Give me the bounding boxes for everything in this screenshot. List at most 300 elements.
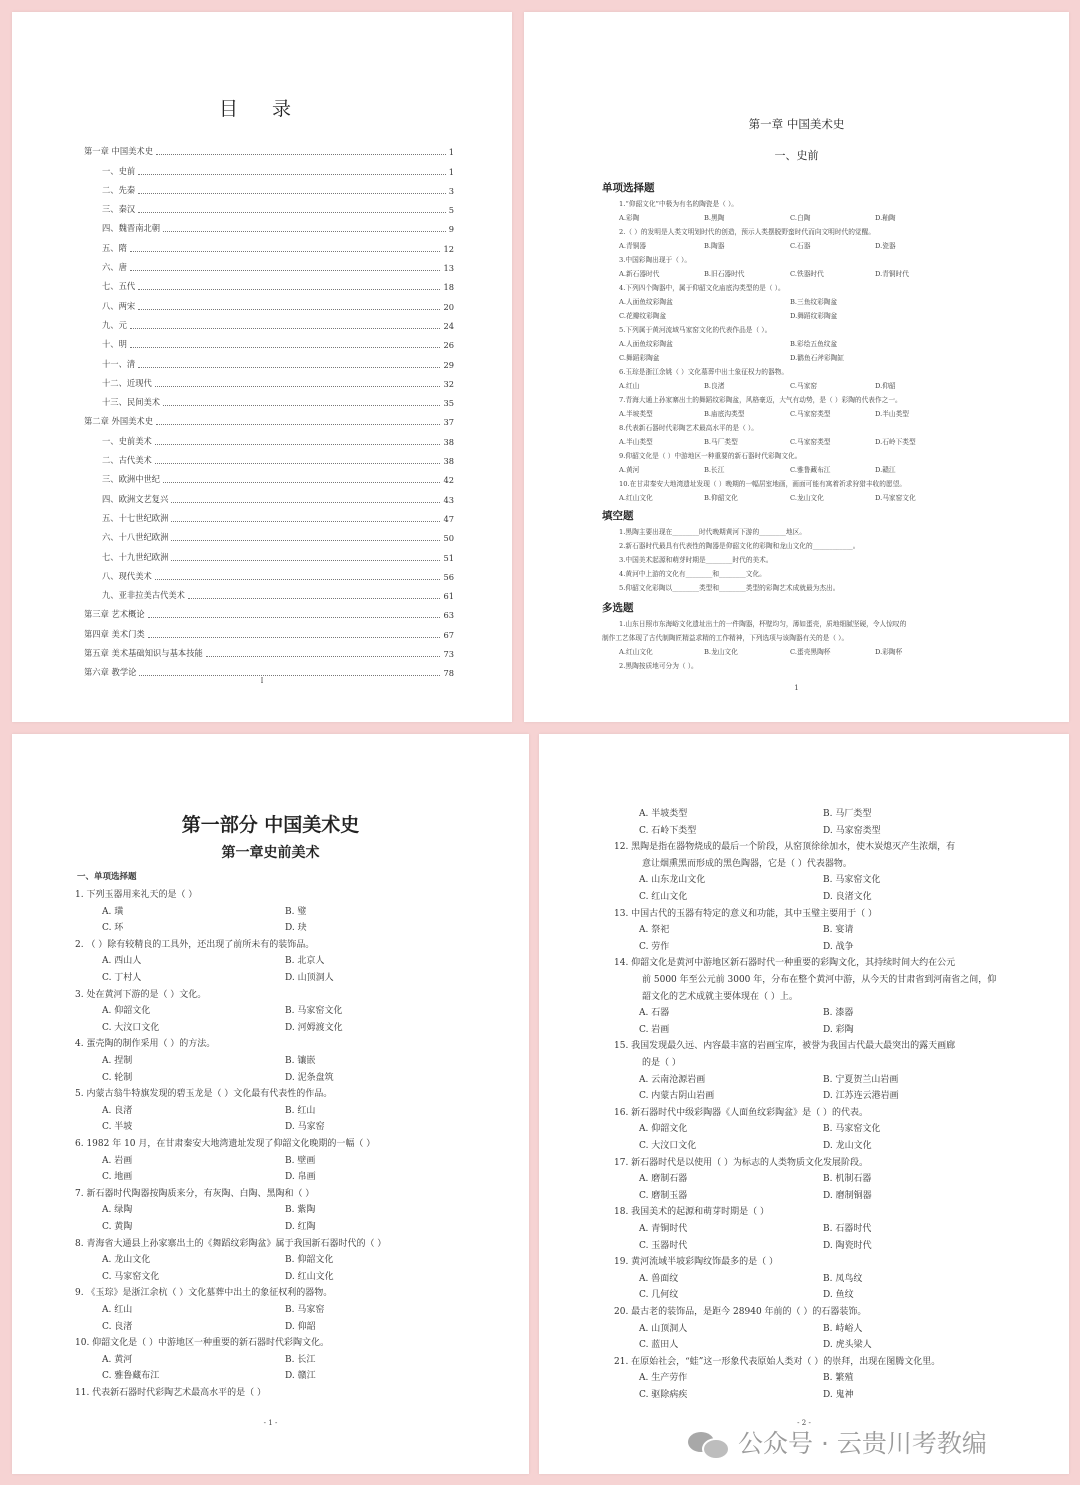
toc-leader-dots (155, 463, 441, 464)
question-text: 18. 我国美术的起源和萌芽时期是（ ） (614, 1207, 770, 1218)
toc-leader-dots (138, 289, 440, 290)
answer-option[interactable]: B. 漆器 (823, 1008, 854, 1019)
toc-entry-label: 八、两宋 (102, 300, 136, 311)
answer-option[interactable]: D. 鱼纹 (823, 1290, 854, 1301)
answer-option[interactable]: B.旧石器时代 (704, 270, 745, 278)
answer-option[interactable]: D. 马家窑类型 (823, 825, 881, 836)
answer-option[interactable]: D. 良渚文化 (823, 892, 872, 902)
toc-entry-page: 24 (443, 320, 454, 331)
toc-leader-dots (130, 251, 441, 252)
toc-leader-dots (138, 212, 446, 213)
toc-entry[interactable] (84, 582, 454, 601)
answer-option[interactable]: C.舞蹈彩陶盆 (619, 354, 660, 362)
answer-option[interactable]: C.花瓣纹彩陶盆 (619, 312, 667, 320)
chapter-title: 第一章 中国美术史 (748, 117, 845, 131)
answer-option[interactable]: C.铁器时代 (790, 270, 824, 278)
question-text: 8.代表新石器时代彩陶艺术最高水平的是（ ）。 (619, 424, 758, 432)
toc-entry-label: 第六章 教学论 (84, 667, 137, 678)
toc-leader-dots (138, 367, 440, 368)
answer-option[interactable]: D. 磨制铜器 (823, 1190, 872, 1201)
answer-option[interactable]: C. 丁村人 (102, 973, 142, 983)
answer-option[interactable]: B. 马厂类型 (823, 809, 872, 819)
answer-option[interactable]: B. 北京人 (285, 956, 325, 967)
question-text: 2.黑陶按质地可分为（ ）。 (619, 662, 698, 670)
toc-entry[interactable] (84, 505, 454, 524)
answer-option[interactable]: D.赣江 (875, 466, 896, 474)
answer-option[interactable]: B. 长江 (285, 1354, 316, 1365)
answer-option[interactable]: D.彩陶杯 (875, 648, 903, 656)
question-text: 5.下列属于黄河流域马家窑文化的代表作品是（ ）。 (619, 326, 772, 334)
question-text: 制作工艺体现了古代制陶匠精益求精的工作精神，下列选项与该陶器有关的是（ ）。 (602, 634, 849, 642)
toc-entry[interactable] (84, 196, 454, 215)
toc-entry-label: 第二章 外国美术史 (84, 416, 154, 427)
toc-entry-page: 42 (443, 475, 454, 486)
toc-entry[interactable] (84, 389, 454, 408)
toc-entry[interactable] (84, 563, 454, 582)
answer-option[interactable]: C. 岩画 (639, 1024, 670, 1035)
answer-option[interactable]: B. 镶嵌 (285, 1056, 316, 1066)
answer-option[interactable]: C.马家窑 (790, 382, 818, 390)
page-two (539, 734, 1069, 1474)
question-text: 11. 代表新石器时代彩陶艺术最高水平的是（ ） (75, 1388, 267, 1398)
question-text: 13. 中国古代的玉器有特定的意义和功能，其中玉璧主要用于（ ） (614, 908, 878, 919)
toc-entry[interactable] (84, 350, 454, 369)
answer-option[interactable]: D.青铜时代 (875, 270, 909, 278)
answer-option[interactable]: D. 战争 (823, 941, 854, 952)
question-text: 前 5000 年至公元前 3000 年，分布在整个黄河中游，从今天的甘肃省到河南省之间，仰 (642, 975, 997, 985)
page3-number: - 1 - (263, 1419, 278, 1427)
answer-option[interactable]: D. 红陶 (285, 1222, 316, 1232)
toc-entry-page: 32 (443, 378, 454, 389)
toc-entry-page: 3 (448, 185, 454, 196)
answer-option[interactable]: D. 龙山文化 (823, 1141, 872, 1151)
fill-in-question: 1.黑陶主要出现在________时代晚期黄河下游的________地区。 (619, 528, 806, 536)
answer-option[interactable]: D. 河姆渡文化 (285, 1022, 343, 1033)
toc-leader-dots (188, 598, 440, 599)
toc-entry-page: 5 (448, 205, 454, 216)
answer-option[interactable]: A. 红山 (102, 1305, 133, 1315)
answer-option[interactable]: C. 石岭下类型 (639, 825, 697, 836)
answer-option[interactable]: A.半坡类型 (619, 410, 653, 418)
answer-option[interactable]: D. 彩陶 (823, 1024, 854, 1035)
answer-option[interactable]: C. 地画 (102, 1172, 133, 1183)
answer-option[interactable]: C. 玉器时代 (639, 1240, 688, 1251)
toc-entry-label: 一、史前美术 (102, 435, 152, 446)
toc-entry-label: 七、五代 (102, 281, 136, 292)
question-text: 6. 1982 年 10 月，在甘肃秦安大地湾遗址发现了仰韶文化晚期的一幅（ ） (75, 1139, 376, 1149)
answer-option[interactable]: A.新石器时代 (619, 270, 660, 278)
answer-option[interactable]: D. 泥条盘筑 (285, 1072, 334, 1083)
question-text: 7.青海大通上孙家寨出土的舞蹈纹彩陶盆，风格豪迈，大气有动势，是（ ）彩陶的代表作之一。 (619, 396, 902, 404)
answer-option[interactable]: A. 龙山文化 (102, 1255, 151, 1266)
answer-option[interactable]: B. 机制石器 (823, 1174, 872, 1185)
answer-option[interactable]: C. 大汶口文化 (102, 1022, 160, 1033)
toc-entry[interactable] (84, 273, 454, 292)
answer-option[interactable]: D.仰韶 (875, 382, 896, 390)
answer-option[interactable]: B.仰韶文化 (704, 494, 738, 502)
answer-option[interactable]: C.石器 (790, 242, 811, 250)
toc-entry-label: 二、先秦 (102, 184, 136, 195)
answer-option[interactable]: A.红山文化 (619, 648, 653, 656)
fill-in-question: 3.中国美术起源和萌芽时期是________时代的美术。 (619, 556, 773, 564)
answer-option[interactable]: B. 宁夏贺兰山岩画 (823, 1074, 899, 1085)
toc-leader-dots (130, 328, 441, 329)
toc-entry-page: 50 (443, 533, 454, 544)
toc-entry-label: 七、十九世纪欧洲 (102, 551, 169, 562)
toc-entry-label: 三、秦汉 (102, 204, 136, 215)
answer-option[interactable]: C.马家窑类型 (790, 410, 831, 418)
answer-option[interactable]: B.长江 (704, 466, 725, 474)
toc-entry[interactable] (84, 659, 454, 678)
question-text: 16. 新石器时代中级彩陶器《人面鱼纹彩陶盆》是（ ）的代表。 (614, 1107, 869, 1118)
toc-entry[interactable] (84, 370, 454, 389)
answer-option[interactable]: C. 大汶口文化 (639, 1141, 697, 1151)
answer-option[interactable]: C. 半坡 (102, 1122, 133, 1133)
toc-leader-dots (148, 637, 441, 638)
answer-option[interactable]: A.人面鱼纹彩陶盆 (619, 298, 673, 306)
answer-option[interactable]: B. 石器时代 (823, 1224, 872, 1234)
answer-option[interactable]: B. 壁画 (285, 1155, 316, 1166)
toc-entry[interactable] (84, 138, 454, 157)
answer-option[interactable]: D. 陶瓷时代 (823, 1240, 872, 1251)
toc-entry-page: 9 (448, 224, 454, 235)
answer-option[interactable]: A. 祭祀 (639, 925, 670, 936)
answer-option[interactable]: B. 红山 (285, 1105, 316, 1116)
toc-entry-label: 第五章 美术基础知识与基本技能 (84, 648, 203, 659)
answer-option[interactable]: A.彩陶 (619, 214, 640, 222)
toc-entry-page: 47 (443, 513, 454, 524)
answer-option[interactable]: D.舞蹈纹彩陶盆 (790, 312, 838, 320)
toc-entry-label: 三、欧洲中世纪 (102, 474, 161, 485)
answer-option[interactable]: C. 良渚 (102, 1321, 133, 1332)
answer-option[interactable]: A. 生产劳作 (639, 1373, 688, 1384)
answer-option[interactable]: D.鹳鱼石斧彩陶缸 (790, 354, 845, 362)
question-text: 8. 青海省大通县上孙家寨出土的《舞蹈纹彩陶盆》属于我国新石器时代的（ ） (75, 1238, 387, 1249)
toc-entry-label: 十二、近现代 (102, 377, 152, 388)
toc-page-number: I (260, 677, 264, 685)
toc-entry[interactable] (84, 640, 454, 659)
answer-option[interactable]: A. 璜 (102, 906, 124, 917)
toc-leader-dots (130, 347, 441, 348)
toc-leader-dots (163, 231, 446, 232)
toc-entry-page: 73 (443, 649, 454, 660)
answer-option[interactable]: D.石岭下类型 (875, 438, 916, 446)
toc-entry[interactable] (84, 254, 454, 273)
question-text: 21. 在原始社会，“蛙”这一形象代表原始人类对（ ）的崇拜，出现在图腾文化里。 (614, 1356, 941, 1367)
toc-entry[interactable] (84, 234, 454, 253)
toc-entry-page: 1 (448, 147, 454, 158)
answer-option[interactable]: A. 云南沧源岩画 (639, 1074, 706, 1085)
answer-option[interactable]: A.红山 (619, 382, 640, 390)
toc-leader-dots (163, 482, 440, 483)
question-text: 3. 处在黄河下游的是（ ）文化。 (75, 989, 207, 1000)
toc-entry[interactable] (84, 157, 454, 176)
toc-entry-label: 五、隋 (102, 242, 127, 253)
fill-in-question: 2.新石器时代最具有代表性的陶器是仰韶文化的彩陶和龙山文化的____________。 (619, 542, 860, 550)
answer-option[interactable]: B.陶器 (704, 242, 725, 250)
toc-entry-label: 九、元 (102, 319, 127, 330)
answer-option[interactable]: D.釉陶 (875, 214, 896, 222)
answer-option[interactable]: C. 驱除病疾 (639, 1390, 688, 1400)
toc-entry-label: 十、明 (102, 339, 127, 350)
question-text: 4.下列四个陶器中，属于仰韶文化庙底沟类型的是（ ）。 (619, 284, 785, 292)
answer-option[interactable]: A.人面鱼纹彩陶盆 (619, 340, 673, 348)
part-one-page (12, 734, 529, 1474)
toc-entry-page: 26 (443, 340, 454, 351)
answer-option[interactable]: A.青铜器 (619, 242, 647, 250)
answer-option[interactable]: D. 玦 (285, 923, 307, 934)
answer-option[interactable]: D. 赣江 (285, 1371, 316, 1382)
toc-entry[interactable] (84, 620, 454, 639)
answer-option[interactable]: D. 马家窑 (285, 1122, 325, 1133)
watermark (688, 1424, 987, 1460)
toc-entry[interactable] (84, 331, 454, 350)
answer-option[interactable]: C. 磨制玉器 (639, 1190, 688, 1201)
toc-list (84, 138, 454, 678)
toc-entry-page: 38 (443, 436, 454, 447)
question-text: 12. 黑陶是指在器物烧成的最后一个阶段，从窑顶徐徐加水，使木炭熄灭产生浓烟，有 (614, 842, 956, 853)
page2-number: 1 (794, 684, 799, 692)
toc-leader-dots (171, 502, 440, 503)
watermark-text: 公众号 · 云贵川考教编 (738, 1429, 987, 1458)
answer-option[interactable]: B. 璧 (285, 906, 307, 917)
toc-leader-dots (138, 174, 446, 175)
toc-entry-page: 56 (443, 571, 454, 582)
answer-option[interactable]: A.黄河 (619, 466, 640, 474)
toc-leader-dots (155, 579, 441, 580)
toc-entry-label: 第三章 艺术概论 (84, 609, 145, 620)
toc-entry-label: 二、古代美术 (102, 455, 152, 466)
question-text: 19. 黄河流域半坡彩陶纹饰最多的是（ ） (614, 1257, 779, 1268)
question-text: 6.玉琮是浙江余姚（ ）文化墓葬中出土象征权力的器物。 (619, 368, 789, 376)
toc-leader-dots (171, 521, 440, 522)
answer-option[interactable]: D. 鬼神 (823, 1390, 854, 1400)
chapter-title-2: 第一章史前美术 (221, 845, 320, 861)
toc-entry-label: 一、史前 (102, 165, 136, 176)
answer-option[interactable]: B.良渚 (704, 382, 725, 390)
answer-option[interactable]: C. 轮制 (102, 1072, 133, 1083)
answer-option[interactable]: C. 环 (102, 923, 124, 934)
answer-option[interactable]: C. 内蒙古阴山岩画 (639, 1091, 715, 1102)
answer-option[interactable]: A. 绿陶 (102, 1205, 133, 1216)
toc-entry-page: 29 (443, 359, 454, 370)
question-text: 10.在甘肃秦安大地湾遗址发现（ ）晚期的一幅居室地画，画面可能有寓着祈求狩猎丰收的愿望。 (619, 480, 906, 488)
question-text: 15. 我国发现最久远、内容最丰富的岩画宝库，被誉为我国古代最大最突出的露天画廊 (614, 1041, 956, 1052)
answer-option[interactable]: A. 磨制石器 (639, 1174, 688, 1185)
toc-leader-dots (171, 560, 440, 561)
answer-option[interactable]: C.马家窑类型 (790, 438, 831, 446)
question-text: 的是（ ） (642, 1058, 681, 1068)
toc-entry-label: 四、欧洲文艺复兴 (102, 493, 169, 504)
toc-entry-page: 63 (443, 610, 454, 621)
answer-option[interactable]: A. 黄河 (102, 1354, 133, 1365)
toc-entry-label: 第四章 美术门类 (84, 628, 145, 639)
answer-option[interactable]: D. 山顶洞人 (285, 973, 334, 983)
toc-entry-page: 61 (443, 591, 454, 602)
toc-leader-dots (130, 270, 441, 271)
toc-entry-label: 九、亚非拉美古代美术 (102, 590, 185, 601)
section-title: 一、史前 (774, 149, 819, 162)
answer-option[interactable]: D.瓷器 (875, 242, 896, 250)
question-text: 14. 仰韶文化是黄河中游地区新石器时代一种重要的彩陶文化，其持续时间大约在公元 (614, 958, 956, 969)
answer-option[interactable]: A. 半坡类型 (639, 809, 688, 819)
question-text: 意让烟熏黑而形成的黑色陶器，它是（ ）代表器物。 (642, 858, 852, 869)
answer-option[interactable]: A. 岩画 (102, 1155, 133, 1166)
toc-entry[interactable] (84, 466, 454, 485)
single-choice-heading: 一、单项选择题 (77, 872, 137, 882)
question-text: 9.仰韶文化是（ ）中游地区一种重要的新石器时代彩陶文化。 (619, 452, 802, 460)
answer-option[interactable]: C.白陶 (790, 214, 811, 222)
toc-entry[interactable] (84, 177, 454, 196)
toc-leader-dots (163, 405, 440, 406)
toc-entry-page: 67 (443, 629, 454, 640)
toc-entry[interactable] (84, 601, 454, 620)
toc-entry[interactable] (84, 427, 454, 446)
answer-option[interactable]: D.半山类型 (875, 410, 909, 418)
answer-option[interactable]: B.龙山文化 (704, 648, 738, 656)
answer-option[interactable]: C.雅鲁藏布江 (790, 466, 831, 474)
toc-entry-page: 78 (443, 668, 454, 679)
toc-entry-page: 38 (443, 456, 454, 467)
fill-in-heading: 填空题 (602, 510, 634, 522)
answer-option[interactable]: A. 兽面纹 (639, 1273, 679, 1284)
answer-option[interactable]: B. 马家窑文化 (823, 1124, 881, 1135)
answer-option[interactable]: B. 马家窑文化 (285, 1006, 343, 1017)
question-text: 1.山东日照市东海峪文化遗址出土的一件陶器，杯壁均匀，薄如蛋壳，质地细腻坚硬，令人惊叹的 (619, 620, 907, 628)
answer-option[interactable]: C. 马家窑文化 (102, 1271, 160, 1282)
question-text: 1. 下列玉器用来礼天的是（ ） (75, 890, 198, 900)
toc-entry[interactable] (84, 408, 454, 427)
answer-option[interactable]: C.龙山文化 (790, 494, 824, 502)
answer-option[interactable]: B. 宴请 (823, 925, 854, 936)
toc-entry-page: 13 (443, 263, 454, 274)
toc-entry-page: 37 (443, 417, 454, 428)
answer-option[interactable]: B. 凤鸟纹 (823, 1273, 863, 1284)
answer-option[interactable]: B. 紫陶 (285, 1205, 316, 1216)
answer-option[interactable]: B. 仰韶文化 (285, 1255, 334, 1266)
toc-leader-dots (206, 656, 441, 657)
answer-option[interactable]: A. 山顶洞人 (639, 1323, 688, 1334)
question-text: 9. 《玉琮》是浙江余杭（ ）文化墓葬中出土的象征权利的器物。 (75, 1288, 333, 1299)
toc-leader-dots (155, 444, 441, 445)
toc-entry-page: 1 (448, 166, 454, 177)
answer-option[interactable]: B.马厂类型 (704, 438, 738, 446)
part-title: 第一部分 中国美术史 (181, 814, 360, 836)
answer-option[interactable]: C.蛋壳黑陶杯 (790, 648, 831, 656)
answer-option[interactable]: A.半山类型 (619, 438, 653, 446)
answer-option[interactable]: D. 江苏连云港岩画 (823, 1091, 899, 1102)
toc-entry[interactable] (84, 524, 454, 543)
toc-leader-dots (156, 154, 446, 155)
answer-option[interactable]: B.三鱼纹彩陶盆 (790, 298, 838, 306)
question-text: 20. 最古老的装饰品，是距今 28940 年前的（ ）的石器装饰。 (614, 1307, 867, 1317)
page4-number: - 2 - (797, 1419, 811, 1427)
question-text: 5. 内蒙古翁牛特旗发现的碧玉龙是（ ）文化最有代表性的作品。 (75, 1089, 333, 1100)
answer-option[interactable]: B. 峙峪人 (823, 1323, 863, 1334)
fill-in-question: 4.黄河中上游的文化有________和________文化。 (619, 570, 766, 578)
answer-option[interactable]: C. 黄陶 (102, 1222, 133, 1232)
question-text: 17. 新石器时代是以使用（ ）为标志的人类物质文化发展阶段。 (614, 1157, 869, 1168)
question-text: 韶文化的艺术成就主要体现在（ ）上。 (642, 991, 798, 1002)
answer-option[interactable]: C. 雅鲁藏布江 (102, 1371, 160, 1382)
toc-entry[interactable] (84, 447, 454, 466)
toc-entry-label: 十三、民间美术 (102, 397, 161, 408)
toc-entry-label: 六、唐 (102, 262, 127, 273)
question-text: 2. （ ）除有较精良的工具外，还出现了前所未有的装饰品。 (75, 939, 315, 950)
toc-entry[interactable] (84, 312, 454, 331)
answer-option[interactable]: A. 良渚 (102, 1105, 133, 1116)
question-text: 4. 蛋壳陶的制作采用（ ）的方法。 (75, 1039, 216, 1050)
answer-option[interactable]: B. 马家窑文化 (823, 875, 881, 886)
answer-option[interactable]: A. 仰韶文化 (639, 1124, 688, 1135)
answer-option[interactable]: B.彩绘五鱼纹盆 (790, 340, 838, 348)
toc-entry-page: 35 (443, 398, 454, 409)
answer-option[interactable]: A. 青铜时代 (639, 1224, 688, 1234)
toc-entry-page: 12 (443, 243, 454, 254)
chapter-one-page (524, 12, 1069, 722)
question-text: 2.（ ）的发明是人类文明划时代的创造，预示人类摆脱野蛮时代而向文明时代的觉醒。 (619, 228, 875, 236)
answer-option[interactable]: A. 捏制 (102, 1056, 133, 1066)
answer-option[interactable]: D. 帛画 (285, 1172, 316, 1183)
toc-leader-dots (138, 193, 446, 194)
toc-leader-dots (171, 540, 440, 541)
toc-entry-page: 51 (443, 552, 454, 563)
answer-option[interactable]: C. 劳作 (639, 941, 670, 952)
toc-entry-page: 20 (443, 301, 454, 312)
answer-option[interactable]: A. 山东龙山文化 (639, 875, 706, 886)
answer-option[interactable]: C. 几何纹 (639, 1290, 679, 1301)
toc-entry-label: 四、魏晋南北朝 (102, 223, 161, 234)
answer-option[interactable]: A.红山文化 (619, 494, 653, 502)
toc-leader-dots (155, 386, 441, 387)
toc-entry[interactable] (84, 485, 454, 504)
toc-entry[interactable] (84, 292, 454, 311)
question-text: 3.中国彩陶出现于（ ）。 (619, 256, 692, 264)
toc-entry-label: 第一章 中国美术史 (84, 146, 154, 157)
answer-option[interactable]: A. 石器 (639, 1008, 670, 1019)
toc-entry-page: 18 (443, 282, 454, 293)
answer-option[interactable]: D. 虎头梁人 (823, 1340, 872, 1351)
answer-option[interactable]: D. 仰韶 (285, 1321, 316, 1332)
toc-page (12, 12, 512, 722)
answer-option[interactable]: C. 蓝田人 (639, 1340, 679, 1351)
toc-leader-dots (148, 617, 441, 618)
question-text: 10. 仰韶文化是（ ）中游地区一种重要的新石器时代彩陶文化。 (75, 1338, 330, 1349)
multi-choice-heading: 多选题 (602, 602, 634, 614)
answer-option[interactable]: C. 红山文化 (639, 892, 688, 902)
answer-option[interactable]: D. 红山文化 (285, 1271, 334, 1282)
toc-entry-label: 五、十七世纪欧洲 (102, 512, 169, 523)
answer-option[interactable]: D.马家窑文化 (875, 494, 916, 502)
toc-entry[interactable] (84, 215, 454, 234)
answer-option[interactable]: B. 马家窑 (285, 1305, 325, 1315)
question-text: 1.“仰韶文化”中极为有名的陶瓷是（ ）。 (619, 200, 738, 208)
wechat-icon (688, 1428, 728, 1456)
question-text: 7. 新石器时代陶器按陶质来分，有灰陶、白陶、黑陶和（ ） (75, 1188, 315, 1199)
toc-entry-label: 十一、清 (102, 358, 136, 369)
toc-leader-dots (156, 424, 440, 425)
answer-option[interactable]: B. 繁殖 (823, 1373, 854, 1384)
toc-entry[interactable] (84, 543, 454, 562)
toc-entry-page: 43 (443, 494, 454, 505)
toc-entry-label: 八、现代美术 (102, 570, 152, 581)
answer-option[interactable]: A. 仰韶文化 (102, 1006, 151, 1017)
answer-option[interactable]: A. 西山人 (102, 956, 142, 967)
answer-option[interactable]: B.庙底沟类型 (704, 410, 745, 418)
answer-option[interactable]: B.黑陶 (704, 214, 725, 222)
toc-title: 目 录 (218, 98, 306, 120)
toc-leader-dots (138, 309, 440, 310)
